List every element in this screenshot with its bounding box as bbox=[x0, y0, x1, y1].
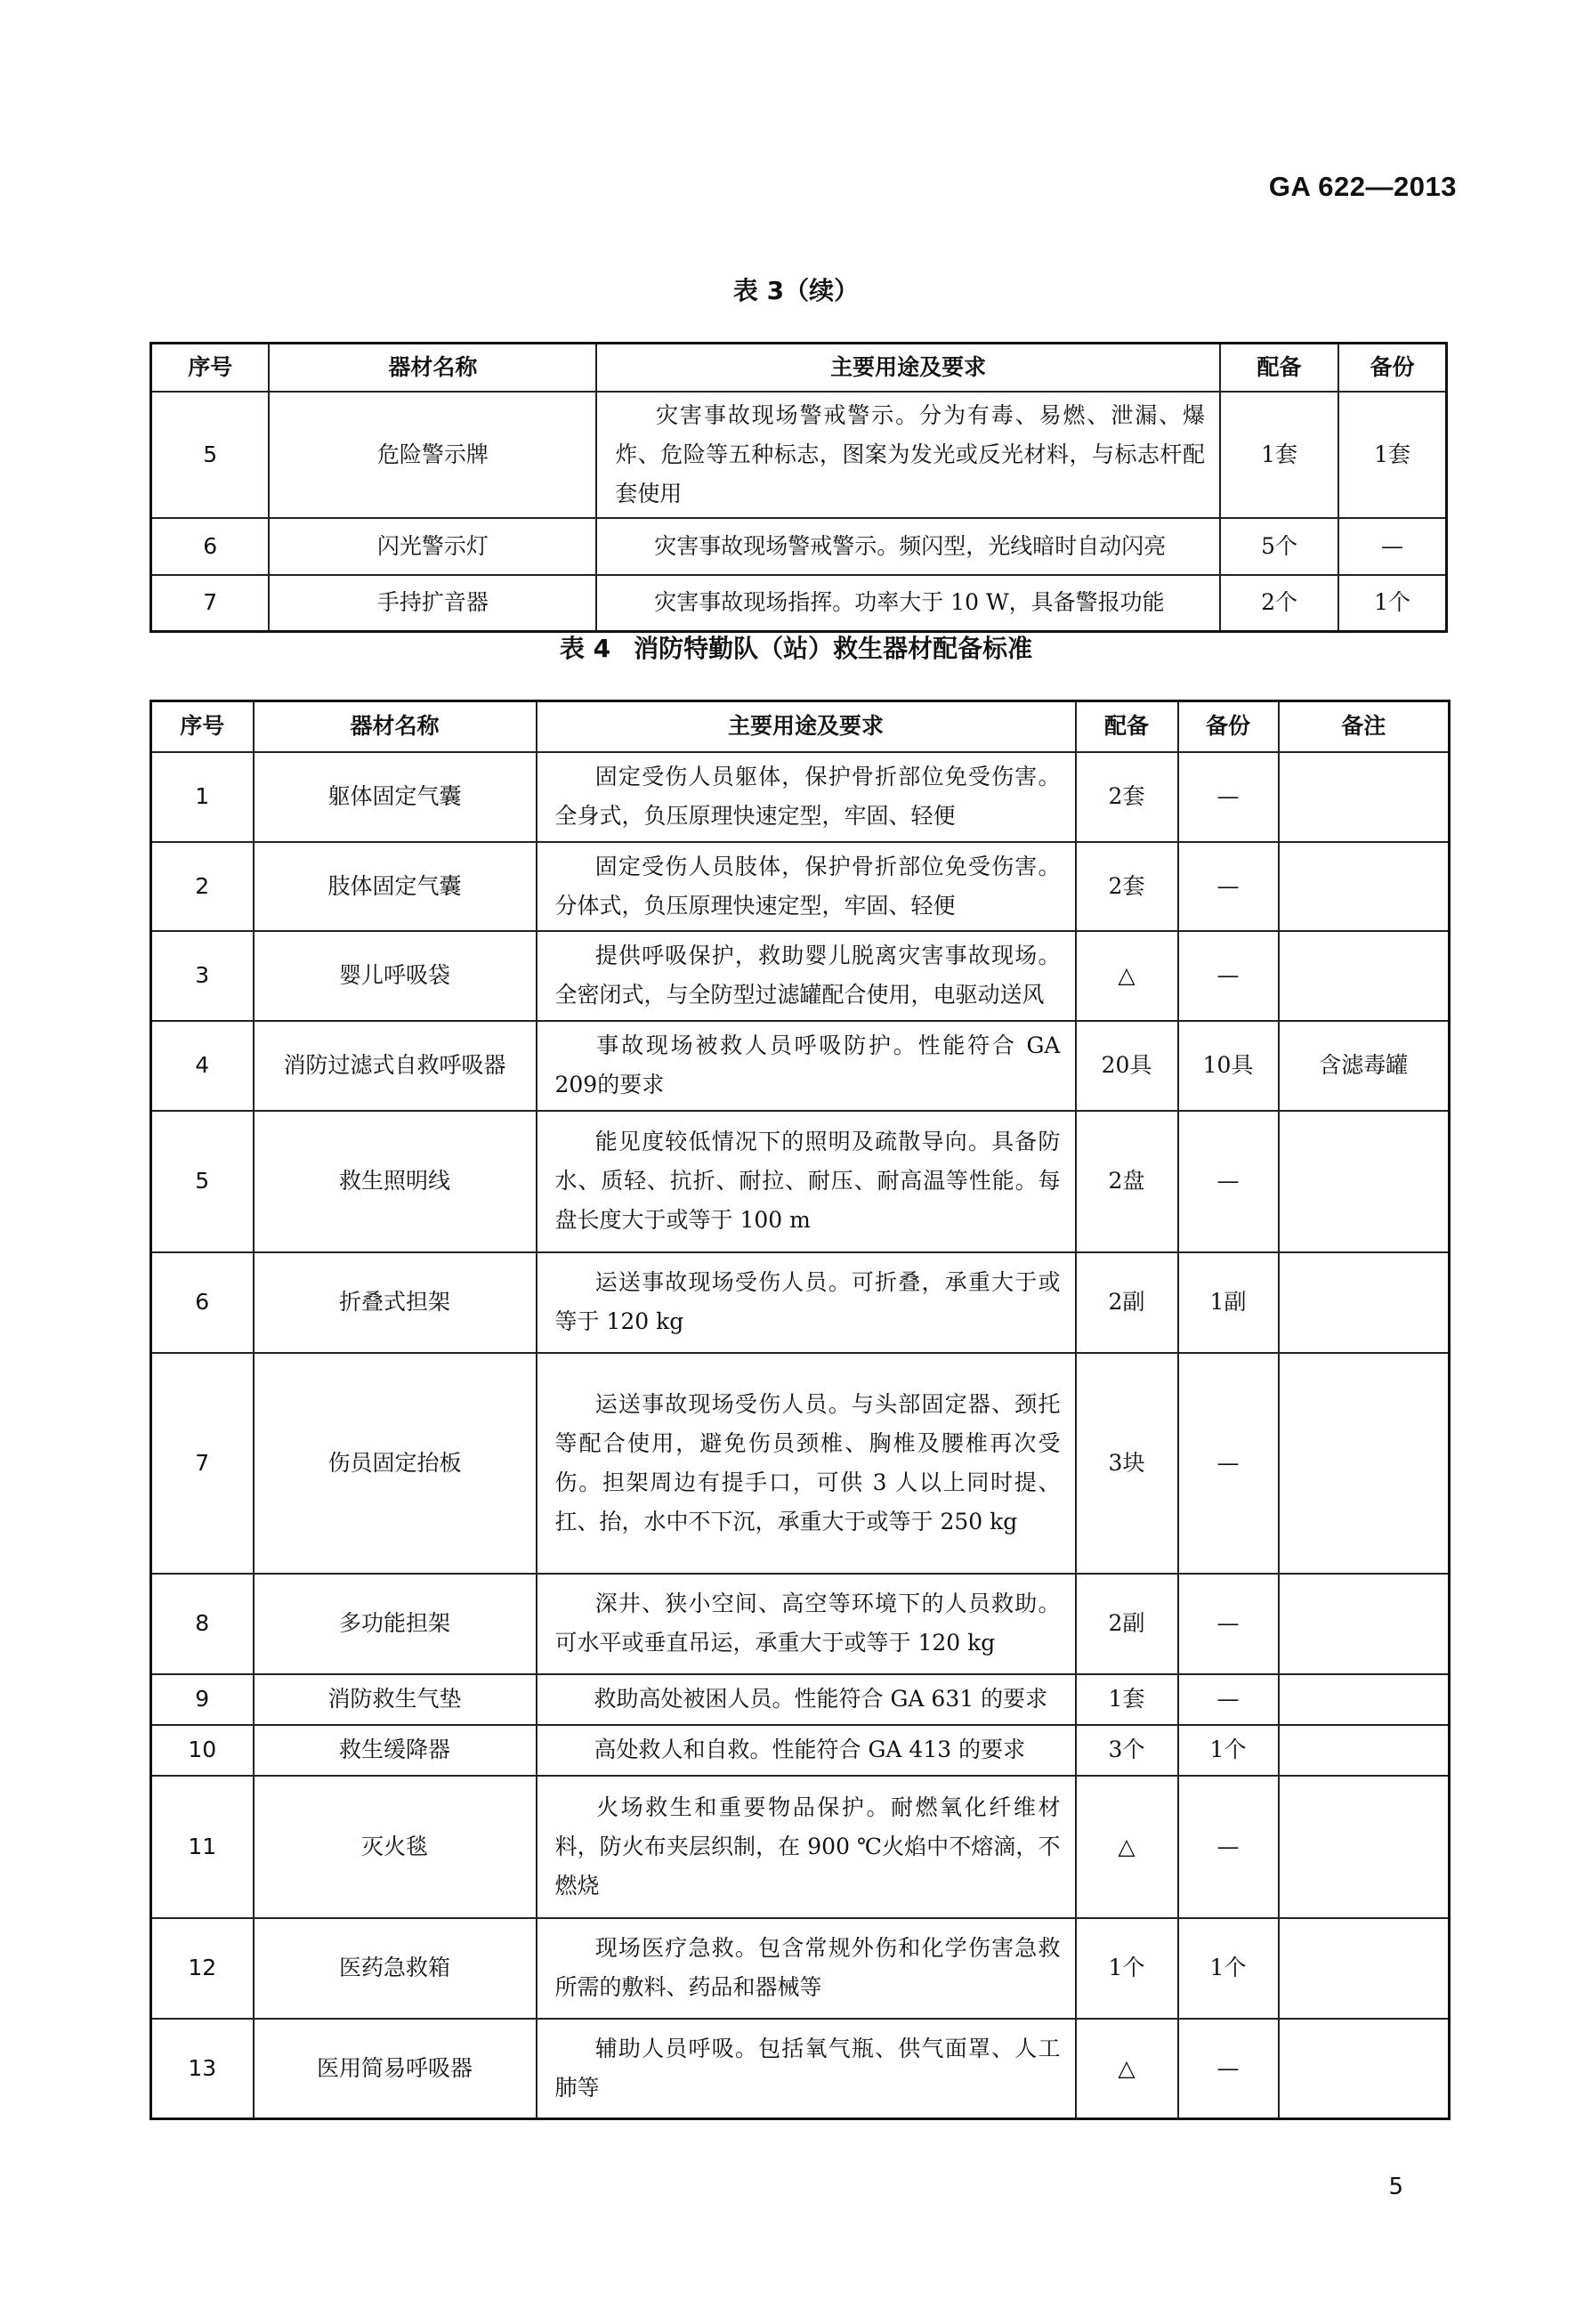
column-header: 器材名称 bbox=[254, 701, 537, 752]
table3-header-row bbox=[151, 344, 1447, 392]
spare-quantity: 1个 bbox=[1338, 575, 1446, 632]
usage-requirements: 深井、狭小空间、高空等环境下的人员救助。可水平或垂直吊运，承重大于或等于 120 kg bbox=[537, 1574, 1076, 1674]
table-row bbox=[151, 1353, 1450, 1574]
equip-quantity: 3个 bbox=[1076, 1725, 1178, 1776]
note bbox=[1279, 1674, 1450, 1725]
column-header: 备份 bbox=[1178, 701, 1279, 752]
row-number: 11 bbox=[151, 1776, 254, 1918]
equip-quantity: 2盘 bbox=[1076, 1111, 1178, 1252]
table-row bbox=[151, 1674, 1450, 1725]
table-row bbox=[151, 1111, 1450, 1252]
table4-caption-number: 表 4 bbox=[559, 634, 611, 663]
column-header: 配备 bbox=[1220, 344, 1338, 392]
spare-quantity: 10具 bbox=[1178, 1021, 1279, 1111]
usage-requirements: 事故现场被救人员呼吸防护。性能符合 GA 209的要求 bbox=[537, 1021, 1076, 1111]
equipment-name: 躯体固定气囊 bbox=[254, 752, 537, 842]
note bbox=[1279, 1353, 1450, 1574]
page-number: 5 bbox=[1388, 2174, 1403, 2200]
usage-requirements: 灾害事故现场指挥。功率大于 10 W，具备警报功能 bbox=[596, 575, 1220, 632]
row-number: 2 bbox=[151, 842, 254, 931]
usage-requirements: 运送事故现场受伤人员。与头部固定器、颈托等配合使用，避免伤员颈椎、胸椎及腰椎再次受伤。担架周边有提手口，可供 3 人以上同时提、扛、抬，水中不下沉，承重大于或等于 250 kg bbox=[537, 1353, 1076, 1574]
equip-quantity: 5个 bbox=[1220, 518, 1338, 575]
note bbox=[1279, 1918, 1450, 2019]
column-header: 器材名称 bbox=[269, 344, 596, 392]
usage-requirements: 能见度较低情况下的照明及疏散导向。具备防水、质轻、抗折、耐拉、耐压、耐高温等性能。每盘长度大于或等于 100 m bbox=[537, 1111, 1076, 1252]
spare-quantity: 1个 bbox=[1178, 1725, 1279, 1776]
spare-quantity: — bbox=[1178, 1574, 1279, 1674]
row-number: 10 bbox=[151, 1725, 254, 1776]
usage-requirements: 火场救生和重要物品保护。耐燃氧化纤维材料，防火布夹层织制，在 900 ℃火焰中不熔滴，不燃烧 bbox=[537, 1776, 1076, 1918]
table-row bbox=[151, 1021, 1450, 1111]
note bbox=[1279, 1252, 1450, 1353]
usage-requirements: 灾害事故现场警戒警示。分为有毒、易燃、泄漏、爆炸、危险等五种标志，图案为发光或反光材料，与标志杆配套使用 bbox=[596, 392, 1220, 518]
table-row bbox=[151, 1574, 1450, 1674]
table-row bbox=[151, 1725, 1450, 1776]
spare-quantity: — bbox=[1178, 1674, 1279, 1725]
equipment-name: 手持扩音器 bbox=[269, 575, 596, 632]
row-number: 12 bbox=[151, 1918, 254, 2019]
spare-quantity: — bbox=[1178, 931, 1279, 1021]
equip-quantity: △ bbox=[1076, 2019, 1178, 2119]
usage-requirements: 高处救人和自救。性能符合 GA 413 的要求 bbox=[537, 1725, 1076, 1776]
table4-caption bbox=[0, 629, 1592, 665]
row-number: 9 bbox=[151, 1674, 254, 1725]
note bbox=[1279, 1725, 1450, 1776]
equipment-name: 婴儿呼吸袋 bbox=[254, 931, 537, 1021]
row-number: 5 bbox=[151, 392, 270, 518]
note: 含滤毒罐 bbox=[1279, 1021, 1450, 1111]
row-number: 7 bbox=[151, 575, 270, 632]
column-header: 序号 bbox=[151, 701, 254, 752]
row-number: 3 bbox=[151, 931, 254, 1021]
column-header: 备注 bbox=[1279, 701, 1450, 752]
spare-quantity: — bbox=[1178, 1111, 1279, 1252]
spare-quantity: 1套 bbox=[1338, 392, 1446, 518]
usage-requirements: 现场医疗急救。包含常规外伤和化学伤害急救所需的敷料、药品和器械等 bbox=[537, 1918, 1076, 2019]
spare-quantity: — bbox=[1178, 842, 1279, 931]
usage-requirements: 固定受伤人员躯体，保护骨折部位免受伤害。全身式，负压原理快速定型，牢固、轻便 bbox=[537, 752, 1076, 842]
equipment-name: 闪光警示灯 bbox=[269, 518, 596, 575]
equip-quantity: △ bbox=[1076, 1776, 1178, 1918]
table4-caption-title: 消防特勤队（站）救生器材配备标准 bbox=[634, 634, 1033, 663]
row-number: 4 bbox=[151, 1021, 254, 1111]
table-row bbox=[151, 1776, 1450, 1918]
equipment-name: 灭火毯 bbox=[254, 1776, 537, 1918]
table-row bbox=[151, 518, 1447, 575]
note bbox=[1279, 1111, 1450, 1252]
table-row bbox=[151, 1918, 1450, 2019]
spare-quantity: — bbox=[1338, 518, 1446, 575]
document-code: GA 622—2013 bbox=[1268, 171, 1457, 202]
note bbox=[1279, 1776, 1450, 1918]
equipment-name: 救生照明线 bbox=[254, 1111, 537, 1252]
equip-quantity: 2套 bbox=[1076, 752, 1178, 842]
equipment-name: 消防过滤式自救呼吸器 bbox=[254, 1021, 537, 1111]
table3-caption: 表 3（续） bbox=[732, 276, 860, 305]
column-header: 序号 bbox=[151, 344, 270, 392]
spare-quantity: 1个 bbox=[1178, 1918, 1279, 2019]
usage-requirements: 固定受伤人员肢体，保护骨折部位免受伤害。分体式，负压原理快速定型，牢固、轻便 bbox=[537, 842, 1076, 931]
equip-quantity: 20具 bbox=[1076, 1021, 1178, 1111]
equip-quantity: 2副 bbox=[1076, 1574, 1178, 1674]
row-number: 8 bbox=[151, 1574, 254, 1674]
row-number: 5 bbox=[151, 1111, 254, 1252]
note bbox=[1279, 842, 1450, 931]
equip-quantity: 2副 bbox=[1076, 1252, 1178, 1353]
table-row bbox=[151, 2019, 1450, 2119]
usage-requirements: 灾害事故现场警戒警示。频闪型，光线暗时自动闪亮 bbox=[596, 518, 1220, 575]
equipment-name: 医用简易呼吸器 bbox=[254, 2019, 537, 2119]
table3 bbox=[150, 342, 1448, 633]
equip-quantity: △ bbox=[1076, 931, 1178, 1021]
spare-quantity: — bbox=[1178, 1776, 1279, 1918]
note bbox=[1279, 752, 1450, 842]
row-number: 6 bbox=[151, 518, 270, 575]
table-row bbox=[151, 575, 1447, 632]
note bbox=[1279, 931, 1450, 1021]
row-number: 6 bbox=[151, 1252, 254, 1353]
table-row bbox=[151, 392, 1447, 518]
table4 bbox=[150, 700, 1451, 2120]
usage-requirements: 救助高处被困人员。性能符合 GA 631 的要求 bbox=[537, 1674, 1076, 1725]
equipment-name: 消防救生气垫 bbox=[254, 1674, 537, 1725]
table4-header-row bbox=[151, 701, 1450, 752]
spare-quantity: — bbox=[1178, 1353, 1279, 1574]
equipment-name: 伤员固定抬板 bbox=[254, 1353, 537, 1574]
equip-quantity: 1套 bbox=[1076, 1674, 1178, 1725]
column-header: 备份 bbox=[1338, 344, 1446, 392]
column-header: 主要用途及要求 bbox=[596, 344, 1220, 392]
spare-quantity: — bbox=[1178, 752, 1279, 842]
spare-quantity: — bbox=[1178, 2019, 1279, 2119]
table-row bbox=[151, 931, 1450, 1021]
column-header: 主要用途及要求 bbox=[537, 701, 1076, 752]
table-row bbox=[151, 1252, 1450, 1353]
equipment-name: 救生缓降器 bbox=[254, 1725, 537, 1776]
usage-requirements: 提供呼吸保护，救助婴儿脱离灾害事故现场。全密闭式，与全防型过滤罐配合使用，电驱动送风 bbox=[537, 931, 1076, 1021]
row-number: 7 bbox=[151, 1353, 254, 1574]
row-number: 13 bbox=[151, 2019, 254, 2119]
table-row bbox=[151, 842, 1450, 931]
usage-requirements: 辅助人员呼吸。包括氧气瓶、供气面罩、人工肺等 bbox=[537, 2019, 1076, 2119]
column-header: 配备 bbox=[1076, 701, 1178, 752]
equipment-name: 危险警示牌 bbox=[269, 392, 596, 518]
usage-requirements: 运送事故现场受伤人员。可折叠，承重大于或等于 120 kg bbox=[537, 1252, 1076, 1353]
table-row bbox=[151, 752, 1450, 842]
spare-quantity: 1副 bbox=[1178, 1252, 1279, 1353]
equip-quantity: 3块 bbox=[1076, 1353, 1178, 1574]
row-number: 1 bbox=[151, 752, 254, 842]
equipment-name: 肢体固定气囊 bbox=[254, 842, 537, 931]
equip-quantity: 2个 bbox=[1220, 575, 1338, 632]
equipment-name: 多功能担架 bbox=[254, 1574, 537, 1674]
equipment-name: 折叠式担架 bbox=[254, 1252, 537, 1353]
equip-quantity: 2套 bbox=[1076, 842, 1178, 931]
note bbox=[1279, 1574, 1450, 1674]
equip-quantity: 1套 bbox=[1220, 392, 1338, 518]
equipment-name: 医药急救箱 bbox=[254, 1918, 537, 2019]
equip-quantity: 1个 bbox=[1076, 1918, 1178, 2019]
note bbox=[1279, 2019, 1450, 2119]
